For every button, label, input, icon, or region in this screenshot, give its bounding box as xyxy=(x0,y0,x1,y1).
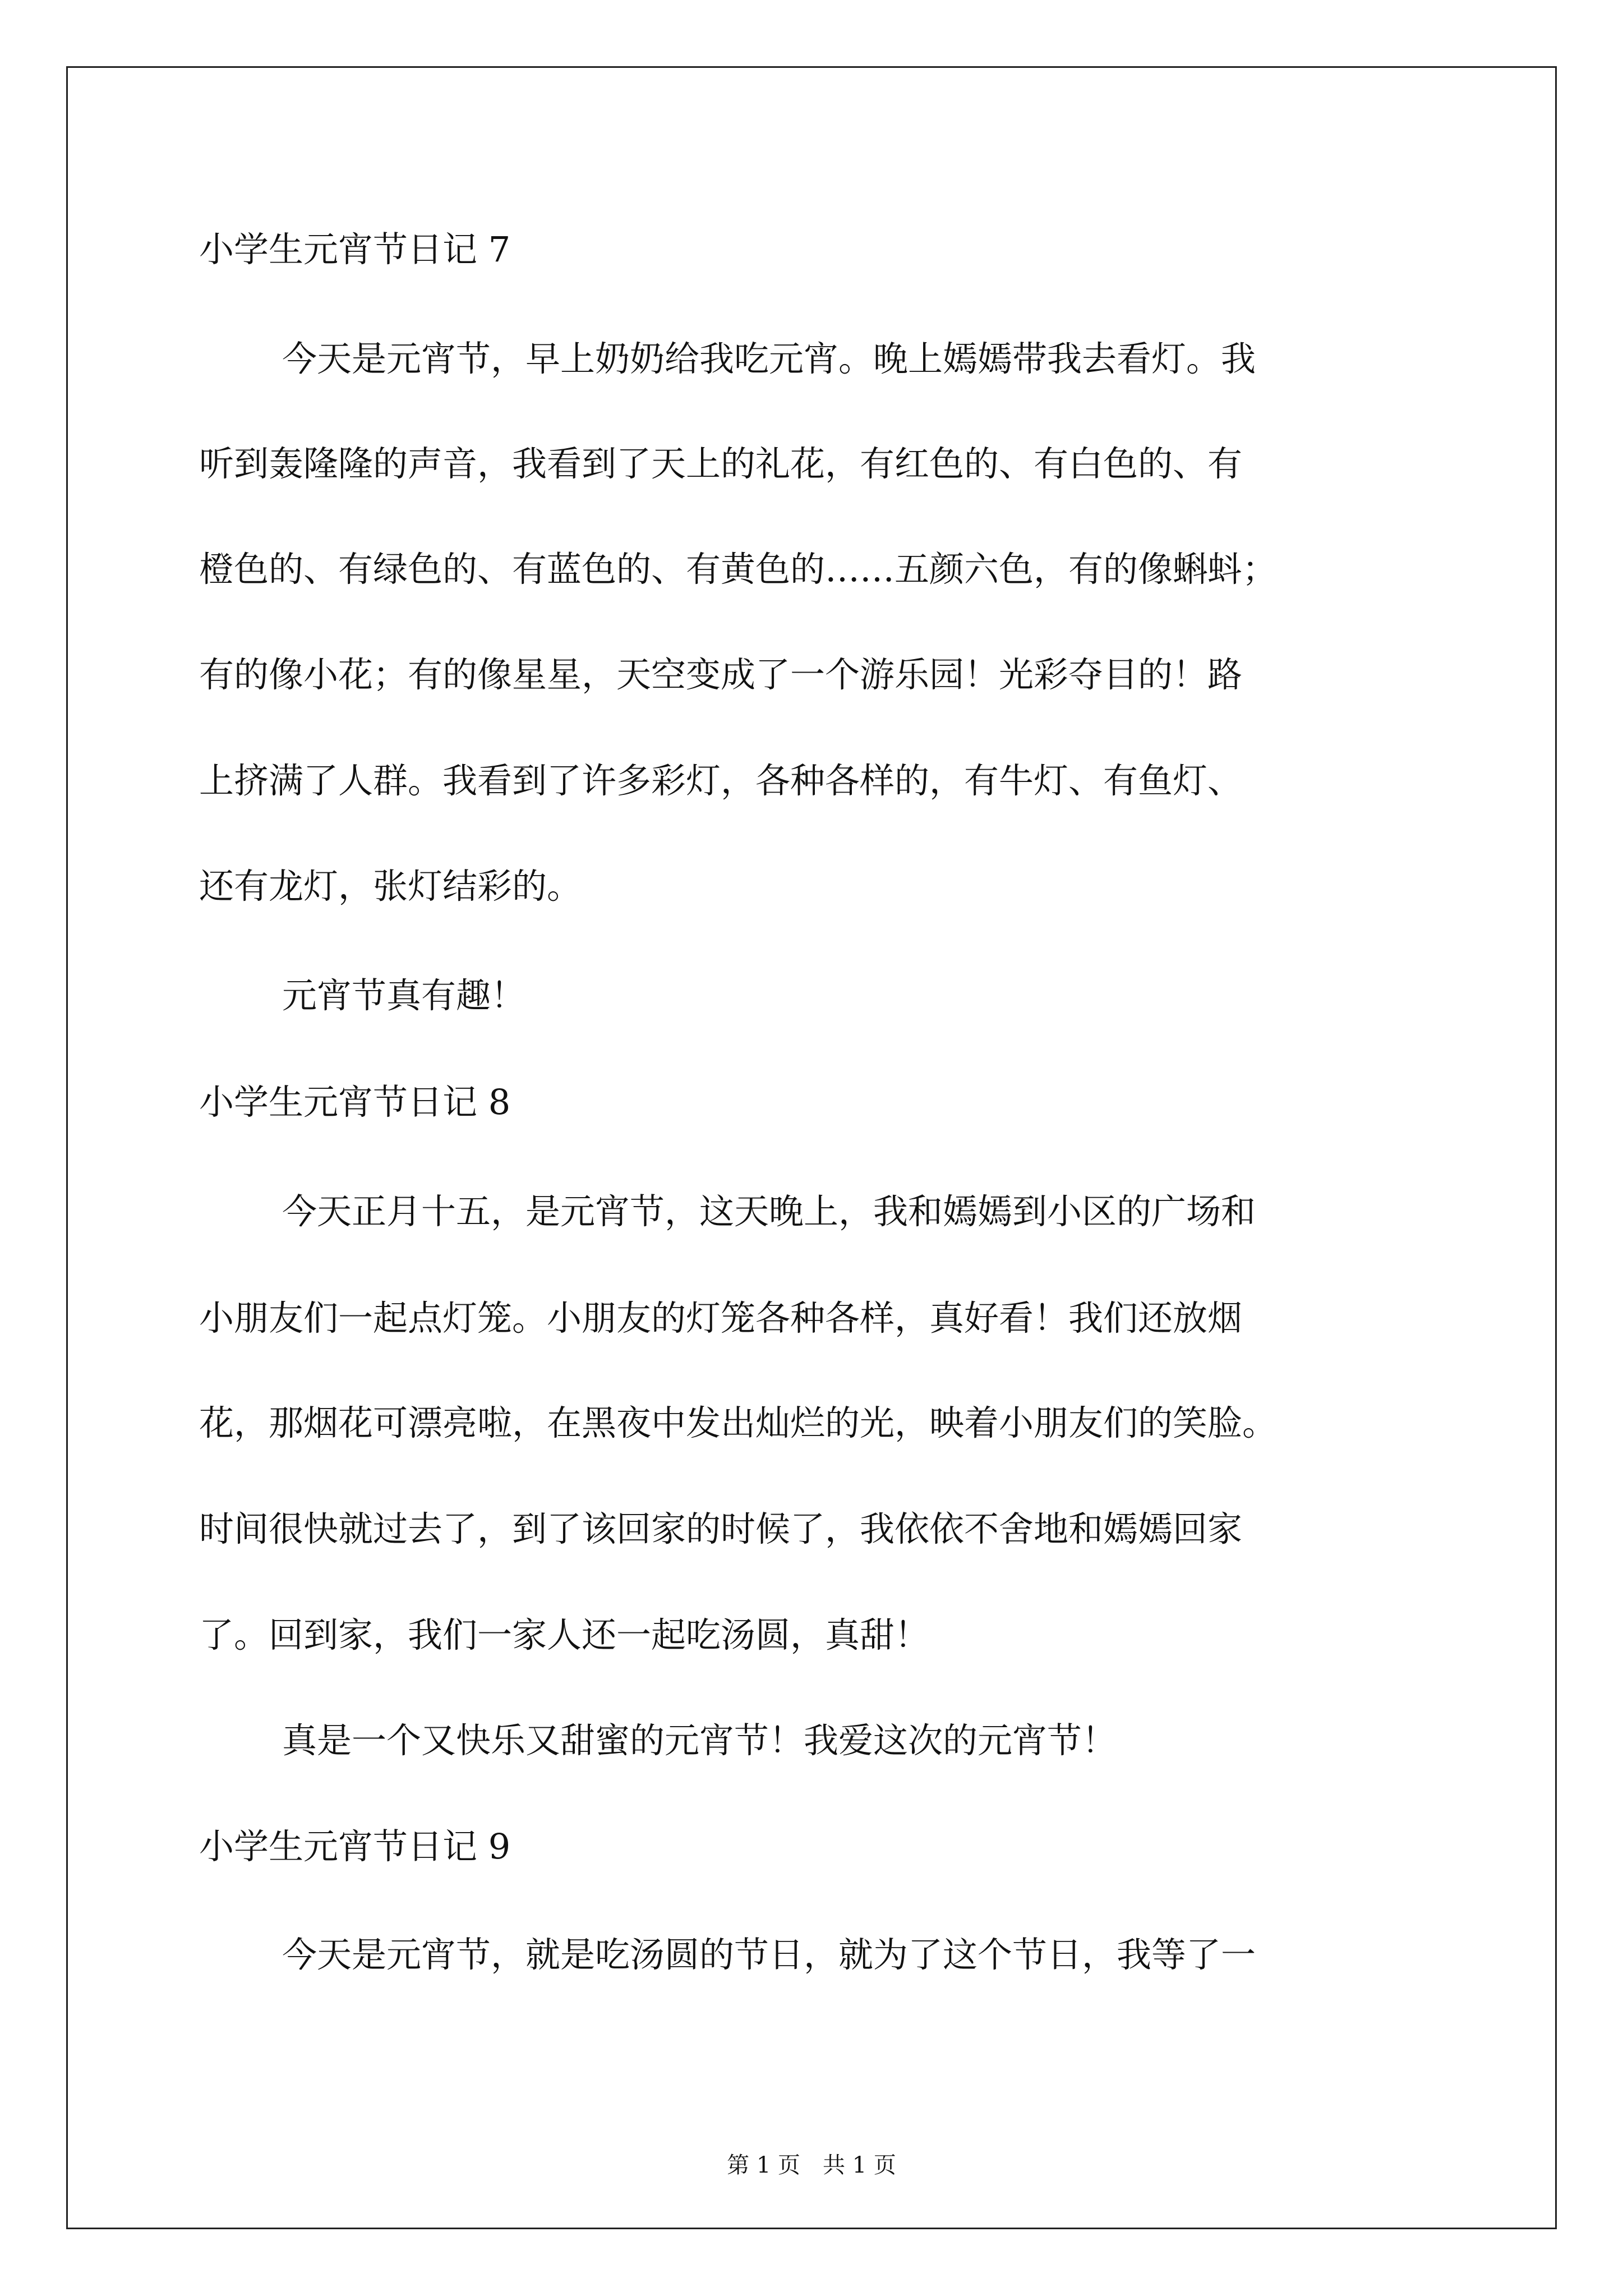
closing-line: 元宵节真有趣！ xyxy=(282,975,526,1016)
page-footer: 第 1 页 共 1 页 xyxy=(727,2152,896,2178)
paragraph-line: 上挤满了人群。我看到了许多彩灯，各种各样的，有牛灯、有鱼灯、 xyxy=(199,760,1243,801)
paragraph-line: 了。回到家，我们一家人还一起吃汤圆，真甜！ xyxy=(199,1614,930,1655)
paragraph-line: 有的像小花；有的像星星，天空变成了一个游乐园！光彩夺目的！路 xyxy=(199,654,1243,695)
paragraph-line: 橙色的、有绿色的、有蓝色的、有黄色的……五颜六色，有的像蝌蚪； xyxy=(199,549,1278,590)
section-heading-7: 小学生元宵节日记 7 xyxy=(199,229,511,270)
closing-line: 真是一个又快乐又甜蜜的元宵节！我爱这次的元宵节！ xyxy=(282,1720,1117,1761)
paragraph-line: 小朋友们一起点灯笼。小朋友的灯笼各种各样，真好看！我们还放烟 xyxy=(199,1297,1243,1338)
paragraph-line: 今天是元宵节，早上奶奶给我吃元宵。晚上嫣嫣带我去看灯。我 xyxy=(282,338,1256,379)
paragraph-line: 时间很快就过去了，到了该回家的时候了，我依依不舍地和嫣嫣回家 xyxy=(199,1508,1243,1549)
section-heading-8: 小学生元宵节日记 8 xyxy=(199,1082,511,1122)
paragraph-line: 今天正月十五，是元宵节，这天晚上，我和嫣嫣到小区的广场和 xyxy=(282,1191,1256,1232)
paragraph-line: 还有龙灯，张灯结彩的。 xyxy=(199,866,582,907)
paragraph-line: 今天是元宵节，就是吃汤圆的节日，就为了这个节日，我等了一 xyxy=(282,1934,1256,1975)
paragraph-line: 听到轰隆隆的声音，我看到了天上的礼花，有红色的、有白色的、有 xyxy=(199,443,1243,484)
section-heading-9: 小学生元宵节日记 9 xyxy=(199,1826,511,1867)
paragraph-line: 花，那烟花可漂亮啦，在黑夜中发出灿烂的光，映着小朋友们的笑脸。 xyxy=(199,1402,1278,1443)
page-border xyxy=(66,66,1557,2229)
